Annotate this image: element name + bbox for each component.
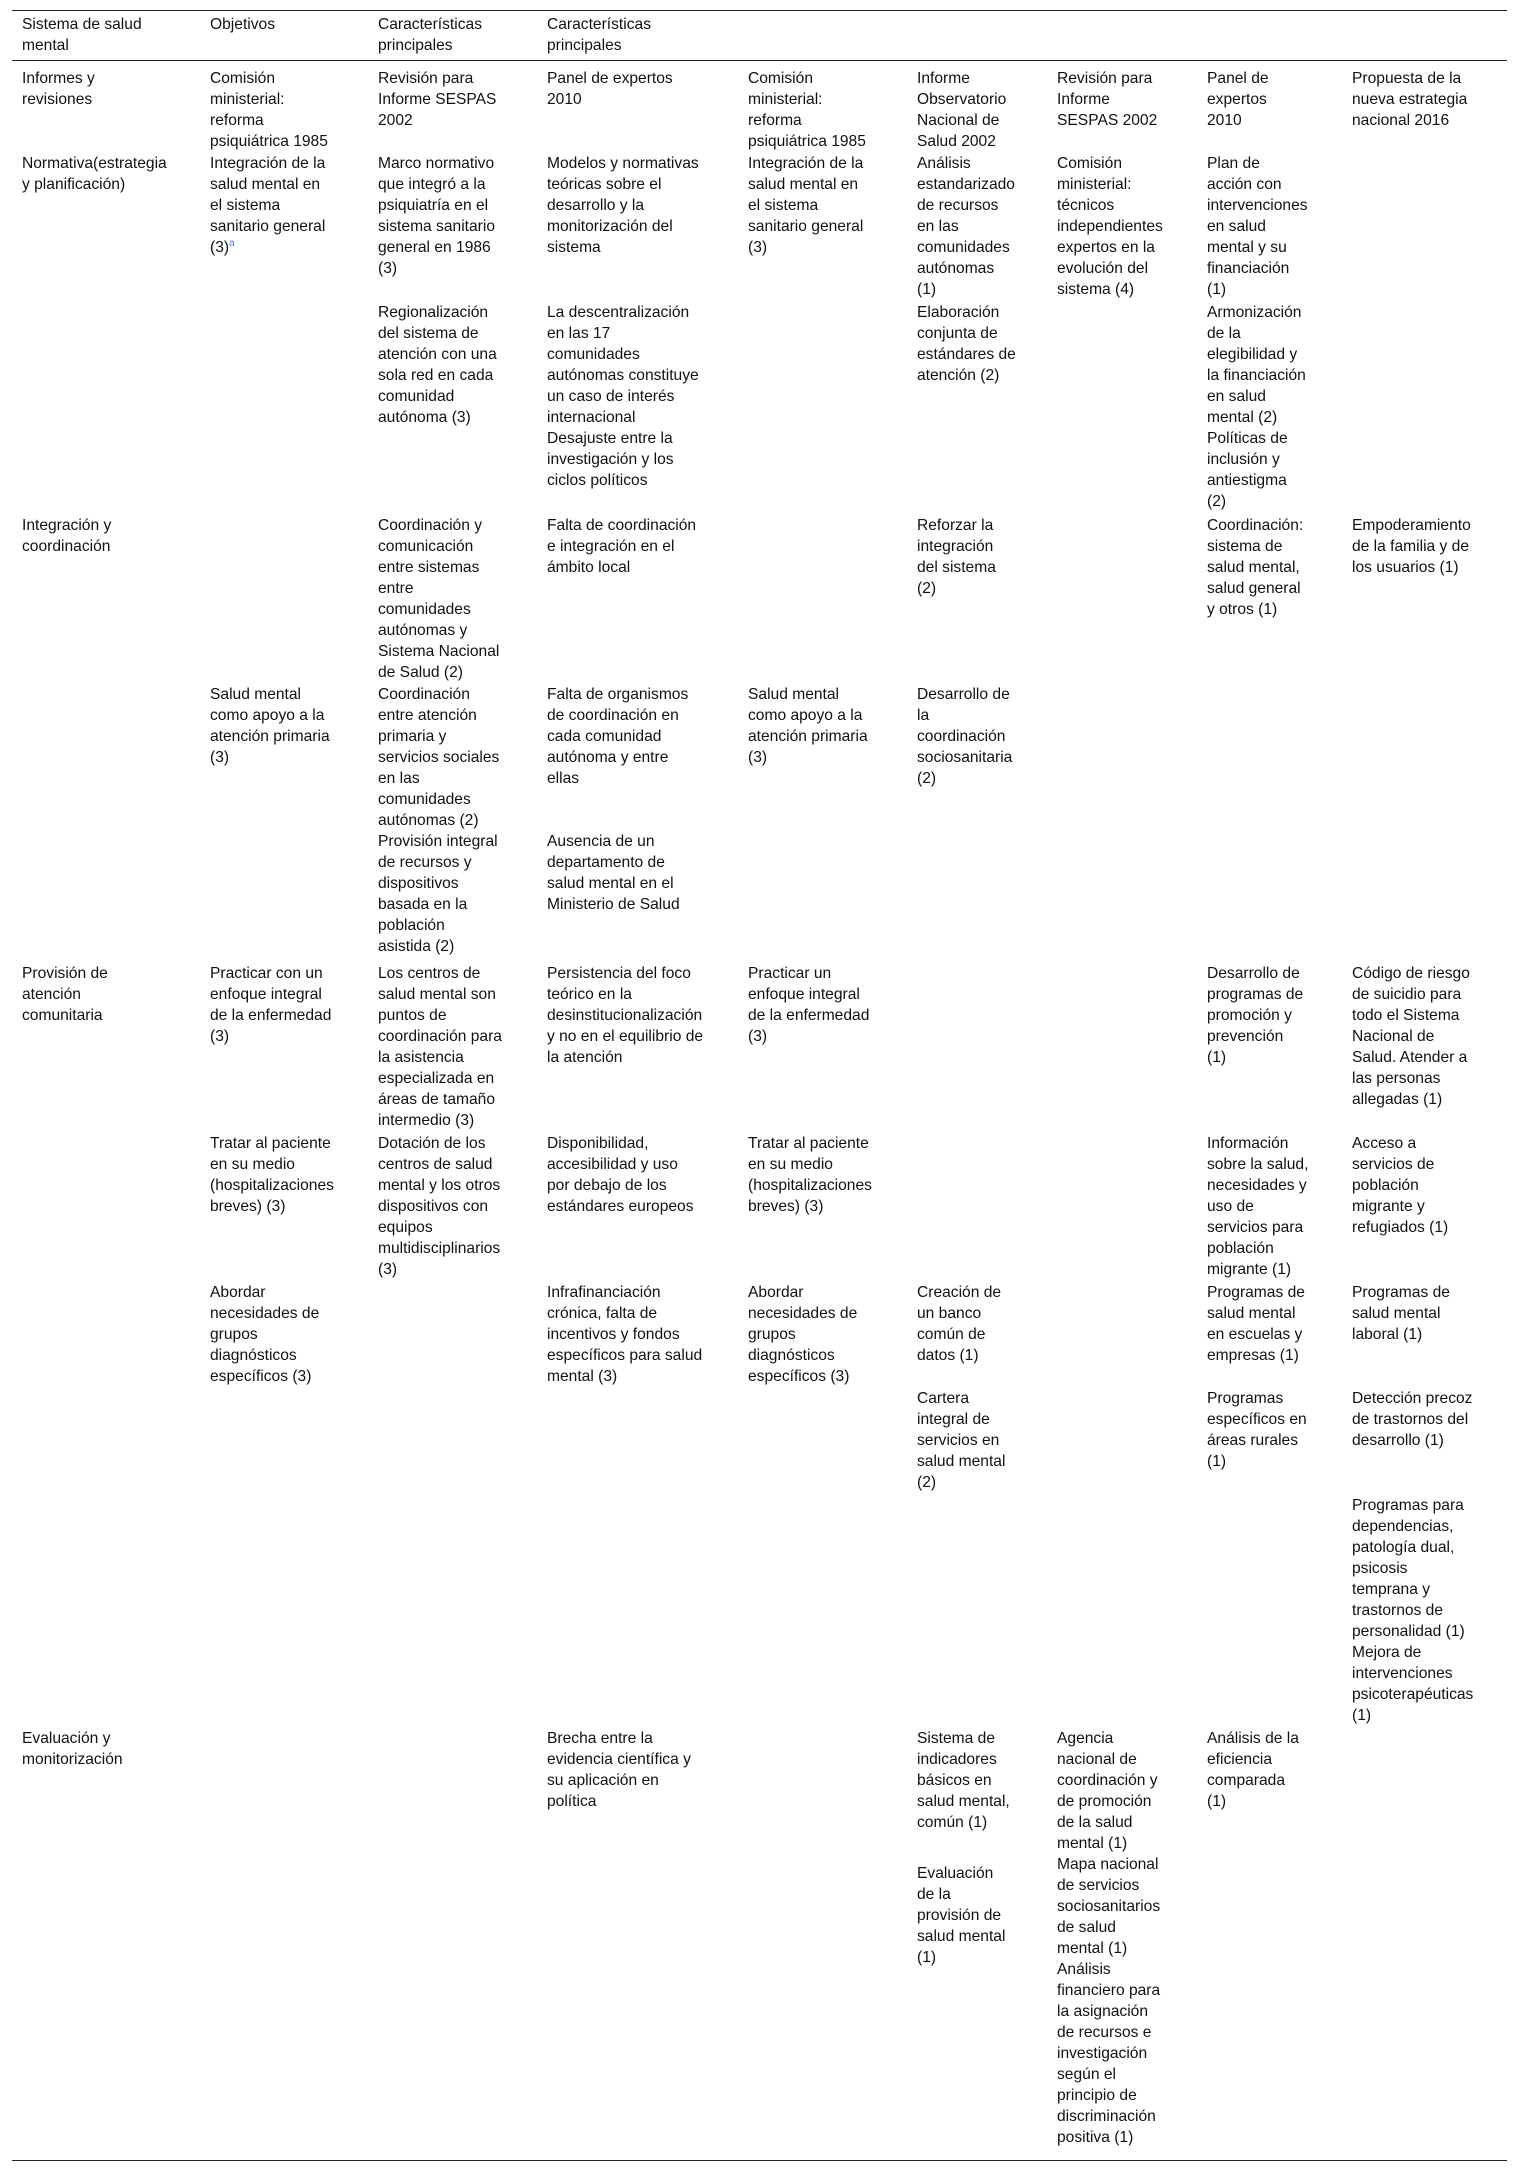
table-cell: Cartera integral de servicios en salud mental (2)	[917, 1390, 1006, 1491]
table-cell: Informe Observatorio Nacional de Salud 2002	[917, 70, 1007, 150]
table-cell: Regionalización del sistema de atención con una sola red en cada comunidad autónoma (3)	[378, 304, 497, 426]
table-cell: Agencia nacional de coordinación y de promoción de la salud mental (1) Mapa nacional de servicios sociosanitarios de salud mental (1) Análisis financiero para la asignación de recursos e investigación según el principio de discriminación positiva (1)	[1057, 1730, 1161, 2146]
row-label-provision: Provisión de atención comunitaria	[22, 965, 108, 1024]
table-cell: Marco normativo que integró a la psiquiatría en el sistema sanitario general en 1986 (3)	[378, 155, 495, 277]
table-cell: Detección precoz de trastornos del desarrollo (1)	[1352, 1390, 1473, 1449]
table-cell: Revisión para Informe SESPAS 2002	[378, 70, 497, 129]
table-cell: Practicar con un enfoque integral de la enfermedad (3)	[210, 965, 332, 1045]
table-cell: Los centros de salud mental son puntos de coordinación para la asistencia especializada en áreas de tamaño intermedio (3)	[378, 965, 502, 1129]
table-cell: Salud mental como apoyo a la atención primaria (3)	[210, 686, 330, 766]
table-cell: Reforzar la integración del sistema (2)	[917, 517, 996, 597]
table-cell: Plan de acción con intervenciones en salud mental y su financiación (1)	[1207, 155, 1308, 298]
row-label-integracion: Integración y coordinación	[22, 517, 112, 555]
table-cell: Empoderamiento de la familia y de los usuarios (1)	[1352, 517, 1471, 576]
table-cell: Evaluación de la provisión de salud mental (1)	[917, 1865, 1006, 1966]
table-cell: Falta de organismos de coordinación en cada comunidad autónoma y entre ellas Ausencia de un departamento de salud mental en el Ministerio de Salud	[547, 686, 689, 913]
table-cell: Análisis estandarizado de recursos en las comunidades autónomas (1)	[917, 155, 1015, 298]
table-cell: Comisión ministerial: reforma psiquiátrica 1985	[210, 70, 328, 150]
table-header-rule	[12, 60, 1507, 61]
table-cell: Armonización de la elegibilidad y la financiación en salud mental (2) Políticas de inclusión y antiestigma (2)	[1207, 304, 1306, 510]
table-cell: Practicar un enfoque integral de la enfermedad (3)	[748, 965, 870, 1045]
table-cell: Persistencia del foco teórico en la desinstitucionalización y no en el equilibrio de la atención	[547, 965, 704, 1066]
table-cell: Comisión ministerial: técnicos independientes expertos en la evolución del sistema (4)	[1057, 155, 1163, 298]
table-cell: Programas de salud mental laboral (1)	[1352, 1284, 1450, 1343]
table-cell: Panel de expertos 2010	[1207, 70, 1269, 129]
table-cell	[210, 153, 370, 258]
table-cell: Revisión para Informe SESPAS 2002	[1057, 70, 1158, 129]
table-cell: Programas específicos en áreas rurales (1)	[1207, 1390, 1307, 1470]
row-label-normativa: Normativa(estrategia y planificación)	[22, 155, 167, 193]
table-cell: Coordinación y comunicación entre sistemas entre comunidades autónomas y Sistema Nacional de Salud (2)	[378, 517, 500, 681]
table-cell: Código de riesgo de suicidio para todo el Sistema Nacional de Salud. Atender a las personas allegadas (1)	[1352, 965, 1470, 1108]
table-cell: Dotación de los centros de salud mental y los otros dispositivos con equipos multidisciplinarios (3)	[378, 1135, 501, 1278]
table-bottom-rule	[12, 2160, 1507, 2161]
table-cell: Acceso a servicios de población migrante y refugiados (1)	[1352, 1135, 1449, 1236]
header-sistema: Sistema de salud mental	[22, 16, 142, 54]
table-cell: Brecha entre la evidencia científica y su aplicación en política	[547, 1730, 691, 1810]
footnote-mark[interactable]: a	[229, 237, 235, 249]
table-cell: Propuesta de la nueva estrategia nacional 2016	[1352, 70, 1468, 129]
table-cell: Información sobre la salud, necesidades y uso de servicios para población migrante (1)	[1207, 1135, 1309, 1278]
table-cell: Comisión ministerial: reforma psiquiátrica 1985	[748, 70, 866, 150]
table-cell: Desarrollo de la coordinación sociosanitaria (2)	[917, 686, 1013, 787]
row-label-evaluacion: Evaluación y monitorización	[22, 1730, 123, 1768]
row-label-informes: Informes y revisiones	[22, 70, 95, 108]
header-caracteristicas-2: Características principales	[547, 16, 651, 54]
table-cell: Programas para dependencias, patología dual, psicosis temprana y trastornos de personalidad (1) Mejora de intervenciones psicoterapéuticas (1)	[1352, 1497, 1474, 1724]
table-cell: Tratar al paciente en su medio (hospitalizaciones breves) (3)	[748, 1135, 872, 1215]
table-cell: Desarrollo de programas de promoción y prevención (1)	[1207, 965, 1304, 1066]
table-cell: La descentralización en las 17 comunidades autónomas constituye un caso de interés internacional Desajuste entre la investigación y los ciclos políticos	[547, 304, 699, 489]
table-cell: Programas de salud mental en escuelas y empresas (1)	[1207, 1284, 1305, 1364]
table-cell: Abordar necesidades de grupos diagnósticos específicos (3)	[210, 1284, 320, 1385]
header-caracteristicas-1: Características principales	[378, 16, 482, 54]
table-cell: Modelos y normativas teóricas sobre el desarrollo y la monitorización del sistema	[547, 155, 699, 256]
table-cell: Disponibilidad, accesibilidad y uso por debajo de los estándares europeos	[547, 1135, 694, 1215]
table-cell: Coordinación entre atención primaria y servicios sociales en las comunidades autónomas (2) Provisión integral de recursos y dispositivos basada en la población asistida (2)	[378, 686, 500, 955]
header-objetivos: Objetivos	[210, 16, 276, 33]
table-top-rule	[12, 10, 1507, 11]
table-cell: Integración de la salud mental en el sistema sanitario general (3)	[748, 155, 864, 256]
table-cell: Elaboración conjunta de estándares de atención (2)	[917, 304, 1016, 384]
table-cell-text: Integración de la salud mental en el sistema sanitario general (3)	[210, 155, 326, 256]
table-cell: Abordar necesidades de grupos diagnósticos específicos (3)	[748, 1284, 858, 1385]
table-cell: Creación de un banco común de datos (1)	[917, 1284, 1002, 1364]
table-cell: Coordinación: sistema de salud mental, salud general y otros (1)	[1207, 517, 1304, 618]
table-cell: Falta de coordinación e integración en el ámbito local	[547, 517, 697, 576]
table-cell: Infrafinanciación crónica, falta de incentivos y fondos específicos para salud mental (3)	[547, 1284, 703, 1385]
table-cell: Análisis de la eficiencia comparada (1)	[1207, 1730, 1299, 1810]
table-cell: Panel de expertos 2010	[547, 70, 673, 108]
table-cell: Sistema de indicadores básicos en salud mental, común (1)	[917, 1730, 1010, 1831]
table-cell: Salud mental como apoyo a la atención primaria (3)	[748, 686, 868, 766]
table-cell: Tratar al paciente en su medio (hospitalizaciones breves) (3)	[210, 1135, 334, 1215]
